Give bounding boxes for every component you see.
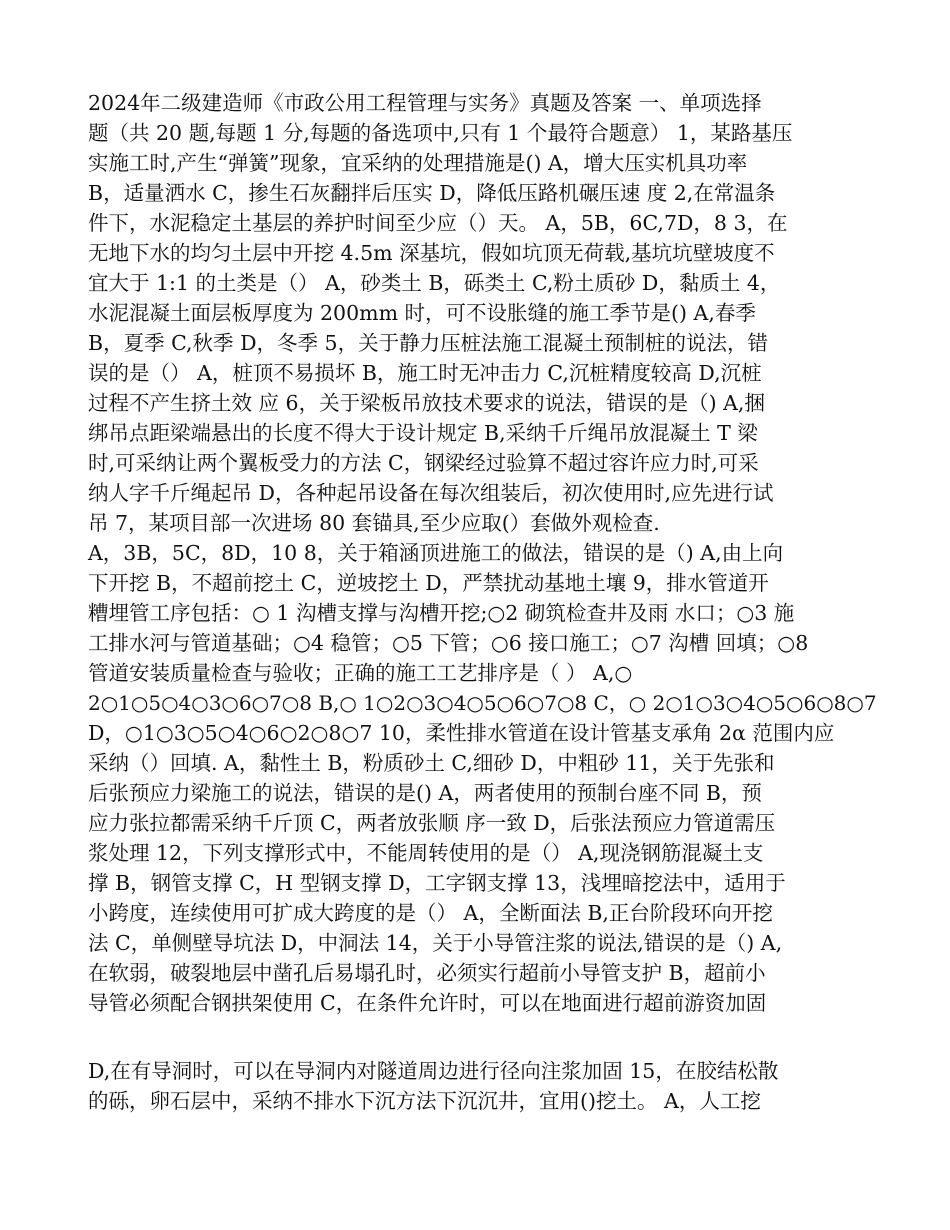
- text-line: B，夏季 C,秋季 D，冬季 5，关于静力压桩法施工混凝土预制桩的说法，错: [88, 331, 769, 355]
- text-line: 小跨度，连续使用可扩成大跨度的是（） A，全断面法 B,正台阶段环向开挖: [88, 901, 773, 925]
- text-line: 纳人字千斤绳起吊 D，各种起吊设备在每次组装后，初次使用时,应先进行试: [88, 481, 774, 505]
- text-line: 下开挖 B，不超前挖土 C，逆坡挖土 D，严禁扰动基地土壤 9，排水管道开: [88, 571, 769, 595]
- text-line: 绑吊点距梁端悬出的长度不得大于设计规定 B,采纳千斤绳吊放混凝土 T 梁: [88, 421, 758, 445]
- text-line: 撑 B，钢管支撑 C，H 型钢支撑 D，工字钢支撑 13，浅埋暗挖法中，适用于: [88, 871, 786, 895]
- text-line: 无地下水的均匀土层中开挖 4.5m 深基坑，假如坑顶无荷载,基坑坑壁坡度不: [88, 241, 775, 265]
- text-line: 糟埋管工序包括：○ 1 沟槽支撑与沟槽开挖;○2 砌筑检查井及雨 水口；○3 施: [88, 601, 795, 625]
- text-line: 时,可采纳让两个翼板受力的方法 C，钢梁经过验算不超过容许应力时,可采: [88, 451, 759, 475]
- text-line: 法 C，单侧壁导坑法 D，中洞法 14，关于小导管注浆的说法,错误的是（) A,: [88, 931, 783, 955]
- text-line: 浆处理 12，下列支撑形式中，不能周转使用的是（） A,现浇钢筋混凝土支: [88, 841, 764, 865]
- text-line: B，适量洒水 C，掺生石灰翻拌后压实 D，降低压路机碾压速 度 2,在常温条: [88, 181, 776, 205]
- text-line: D，○1○3○5○4○6○2○8○7 10，柔性排水管道在设计管基支承角 2α 范围内应: [88, 721, 835, 745]
- text-line: 水泥混凝土面层板厚度为 200mm 时，可不设胀缝的施工季节是() A,春季: [88, 301, 756, 325]
- text-line: 吊 7，某项目部一次进场 80 套锚具,至少应取(）套做外观检查.: [88, 511, 660, 535]
- text-line: 2○1○5○4○3○6○7○8 B,○ 1○2○3○4○5○6○7○8 C，○ 2○1○3○4○5○6○8○7: [88, 691, 877, 715]
- text-line: 误的是（） A，桩顶不易损坏 B，施工时无冲击力 C,沉桩精度较高 D,沉桩: [88, 361, 762, 385]
- text-line: D,在有导洞时，可以在导洞内对隧道周边进行径向注浆加固 15，在胶结松散: [88, 1059, 779, 1083]
- text-line: 的砾，卵石层中，采纳不排水下沉方法下沉沉井，宜用()挖土。 A，人工挖: [88, 1089, 761, 1113]
- text-line: 后张预应力梁施工的说法，错误的是() A，两者使用的预制台座不同 B，预: [88, 781, 762, 805]
- text-line: 2024年二级建造师《市政公用工程管理与实务》真题及答案 一、单项选择: [88, 91, 762, 115]
- text-line: 管道安装质量检查与验收；正确的施工工艺排序是（ ） A,○: [88, 661, 633, 685]
- text-line: 过程不产生挤土效 应 6，关于梁板吊放技术要求的说法，错误的是（) A,捆: [88, 391, 765, 415]
- text-line: 工排水河与管道基础；○4 稳管；○5 下管；○6 接口施工；○7 沟槽 回填；○8: [88, 631, 809, 655]
- text-line: 实施工时,产生“弹簧”现象，宜采纳的处理措施是() A，增大压实机具功率: [88, 151, 748, 175]
- text-line: 题（共 20 题,每题 1 分,每题的备选项中,只有 1 个最符合题意） 1，某路基压: [88, 121, 793, 145]
- text-line: A，3B，5C，8D，10 8，关于箱涵顶进施工的做法，错误的是（) A,由上向: [88, 541, 784, 565]
- text-line: 在软弱，破裂地层中凿孔后易塌孔时，必须实行超前小导管支护 B，超前小: [88, 961, 766, 985]
- text-line: 件下，水泥稳定土基层的养护时间至少应（）天。 A，5B，6C,7D，8 3，在: [88, 211, 788, 235]
- text-line: 宜大于 1:1 的土类是（） A，砂类土 B，砾类土 C,粉土质砂 D，黏质土 4，: [88, 271, 781, 295]
- text-line: 导管必须配合钢拱架使用 C，在条件允许时，可以在地面进行超前游资加固: [88, 991, 767, 1015]
- text-line: 应力张拉都需采纳千斤顶 C，两者放张顺 序一致 D，后张法预应力管道需压: [88, 811, 776, 835]
- text-line: 采纳（）回填. A，黏性土 B，粉质砂土 C,细砂 D，中粗砂 11，关于先张和: [88, 751, 775, 775]
